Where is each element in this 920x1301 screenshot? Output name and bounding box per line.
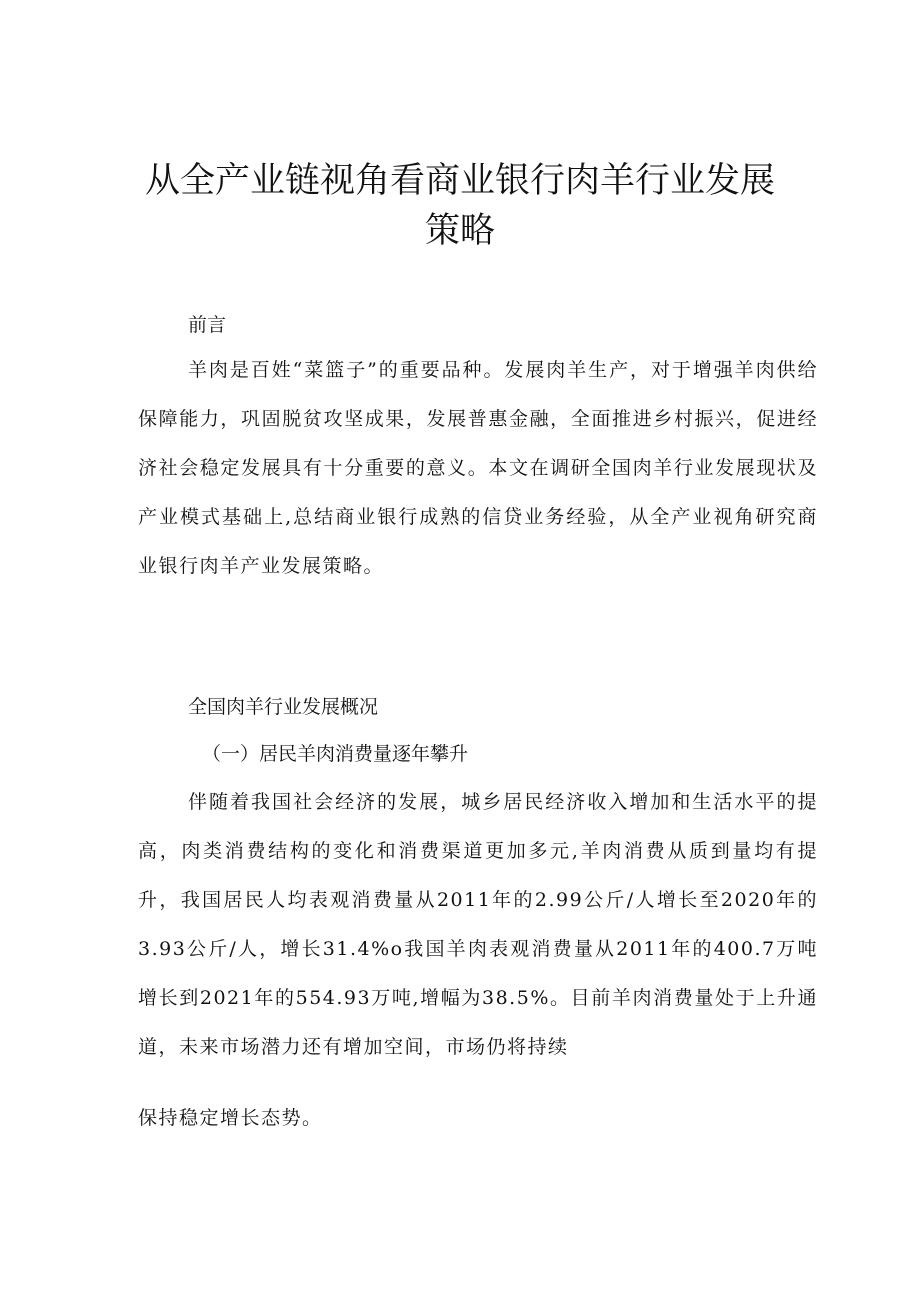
preface-paragraph: 羊肉是百姓“菜篮子”的重要品种。发展肉羊生产，对于增强羊肉供给保障能力，巩固脱贫攻坚成果，发展普惠金融，全面推进乡村振兴，促进经济社会稳定发展具有十分重要的意义。本文在调研全国肉羊行业发展现状及产业模式基础上,总结商业银行成熟的信贷业务经验，从全产业视角研究商业银行肉羊产业发展策略。 bbox=[138, 359, 818, 577]
title-line-2: 策略 bbox=[424, 211, 495, 251]
title-line-1: 从全产业链视角看商业银行肉羊行业发展 bbox=[144, 161, 775, 201]
preface-label: 前言 bbox=[188, 314, 227, 336]
consumption-paragraph: 伴随着我国社会经济的发展，城乡居民经济收入增加和生活水平的提高，肉类消费结构的变化和消费渠道更加多元,羊肉消费从质到量均有提升，我国居民人均表观消费量从2011年的2.99公斤/人增长至2020年的3.93公斤/人，增长31.4%o我国羊肉表观消费量从2011年的400.7万吨增长到2021年的554.93万吨,增幅为38.5%。目前羊肉消费量处于上升通道，未来市场潜力还有增加空间，市场仍将持续 bbox=[138, 791, 818, 1058]
subsection-heading: （一）居民羊肉消费量逐年攀升 bbox=[202, 743, 469, 765]
document-title bbox=[100, 156, 820, 256]
closing-line: 保持稳定增长态势。 bbox=[138, 1107, 323, 1129]
section-heading: 全国肉羊行业发展概况 bbox=[188, 696, 379, 718]
